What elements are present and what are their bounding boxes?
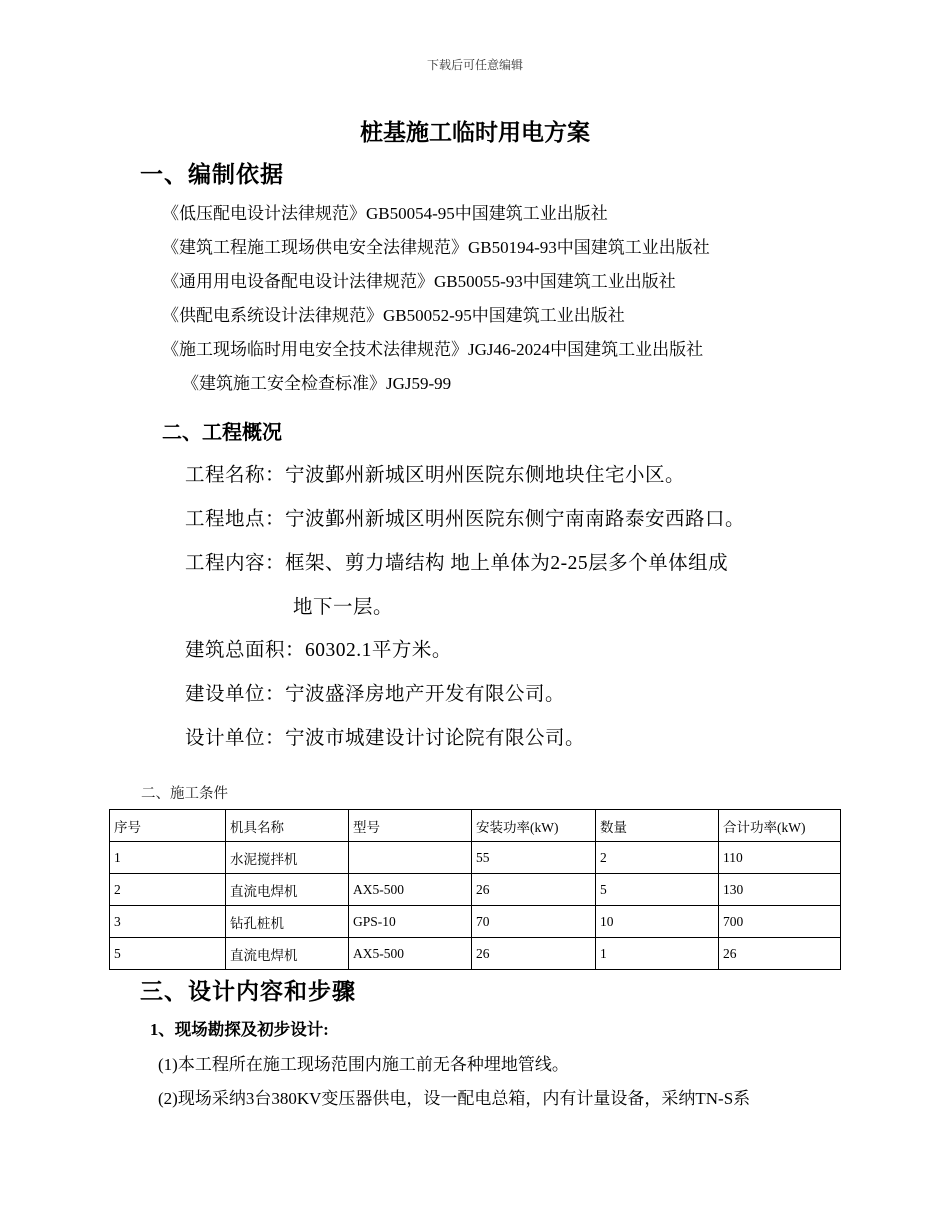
subsection-heading: 1、现场勘探及初步设计: xyxy=(150,1020,329,1039)
table-cell: 钻孔桩机 xyxy=(226,906,349,938)
table-cell: 55 xyxy=(472,842,596,874)
table-cell: 26 xyxy=(472,874,596,906)
body-paragraph: (2)现场采纳3台380KV变压器供电，设一配电总箱，内有计量设备，采纳TN-S系 xyxy=(158,1089,751,1108)
table-cell: 2 xyxy=(596,842,719,874)
reference-item: 《建筑工程施工现场供电安全法律规范》GB50194-93中国建筑工业出版社 xyxy=(162,238,710,257)
table-cell: 直流电焊机 xyxy=(226,874,349,906)
column-header: 机具名称 xyxy=(226,810,349,842)
project-content-continued: 地下一层。 xyxy=(293,597,394,618)
reference-item: 《通用用电设备配电设计法律规范》GB50055-93中国建筑工业出版社 xyxy=(162,272,676,291)
section-heading-basis: 一、编制依据 xyxy=(140,162,284,187)
table-cell: 26 xyxy=(472,938,596,970)
reference-item: 《供配电系统设计法律规范》GB50052-95中国建筑工业出版社 xyxy=(162,306,625,325)
column-header: 型号 xyxy=(349,810,472,842)
table-cell: 3 xyxy=(110,906,226,938)
table-header-row xyxy=(110,810,841,842)
section-heading-design: 三、设计内容和步骤 xyxy=(140,979,356,1004)
table-cell: AX5-500 xyxy=(349,938,472,970)
column-header: 安装功率(kW) xyxy=(472,810,596,842)
table-cell: 直流电焊机 xyxy=(226,938,349,970)
table-cell: 水泥搅拌机 xyxy=(226,842,349,874)
project-name: 工程名称：宁波鄞州新城区明州医院东侧地块住宅小区。 xyxy=(185,465,686,486)
table-cell: 1 xyxy=(596,938,719,970)
table-cell: 1 xyxy=(110,842,226,874)
column-header: 序号 xyxy=(110,810,226,842)
body-paragraph: (1)本工程所在施工现场范围内施工前无各种埋地管线。 xyxy=(158,1055,569,1074)
column-header: 数量 xyxy=(596,810,719,842)
design-institute: 设计单位：宁波市城建设计讨论院有限公司。 xyxy=(185,728,586,749)
table-cell: 130 xyxy=(719,874,841,906)
equipment-table xyxy=(109,809,841,970)
project-content: 工程内容：框架、剪力墙结构 地上单体为2-25层多个单体组成 xyxy=(185,553,729,574)
table-cell xyxy=(349,842,472,874)
table-cell: 700 xyxy=(719,906,841,938)
reference-item: 《建筑施工安全检查标准》JGJ59-99 xyxy=(182,374,452,393)
construction-conditions-label: 二、施工条件 xyxy=(141,786,228,802)
project-location: 工程地点：宁波鄞州新城区明州医院东侧宁南南路泰安西路口。 xyxy=(185,509,746,530)
total-area: 建筑总面积：60302.1平方米。 xyxy=(185,640,452,661)
reference-item: 《低压配电设计法律规范》GB50054-95中国建筑工业出版社 xyxy=(162,204,608,223)
table-row xyxy=(110,842,841,874)
table-row xyxy=(110,906,841,938)
table-cell: 110 xyxy=(719,842,841,874)
table-cell: AX5-500 xyxy=(349,874,472,906)
developer: 建设单位：宁波盛泽房地产开发有限公司。 xyxy=(185,684,566,705)
table-row xyxy=(110,874,841,906)
column-header: 合计功率(kW) xyxy=(719,810,841,842)
section-heading-overview: 二、工程概况 xyxy=(162,422,282,444)
table-cell: 5 xyxy=(110,938,226,970)
table-cell: 70 xyxy=(472,906,596,938)
page-header: 下载后可任意编辑 xyxy=(426,58,523,72)
table-cell: 10 xyxy=(596,906,719,938)
document-title: 桩基施工临时用电方案 xyxy=(360,120,590,145)
table-cell: 2 xyxy=(110,874,226,906)
table-cell: 26 xyxy=(719,938,841,970)
table-row xyxy=(110,938,841,970)
table-cell: GPS-10 xyxy=(349,906,472,938)
reference-item: 《施工现场临时用电安全技术法律规范》JGJ46-2024中国建筑工业出版社 xyxy=(162,340,704,359)
table-cell: 5 xyxy=(596,874,719,906)
